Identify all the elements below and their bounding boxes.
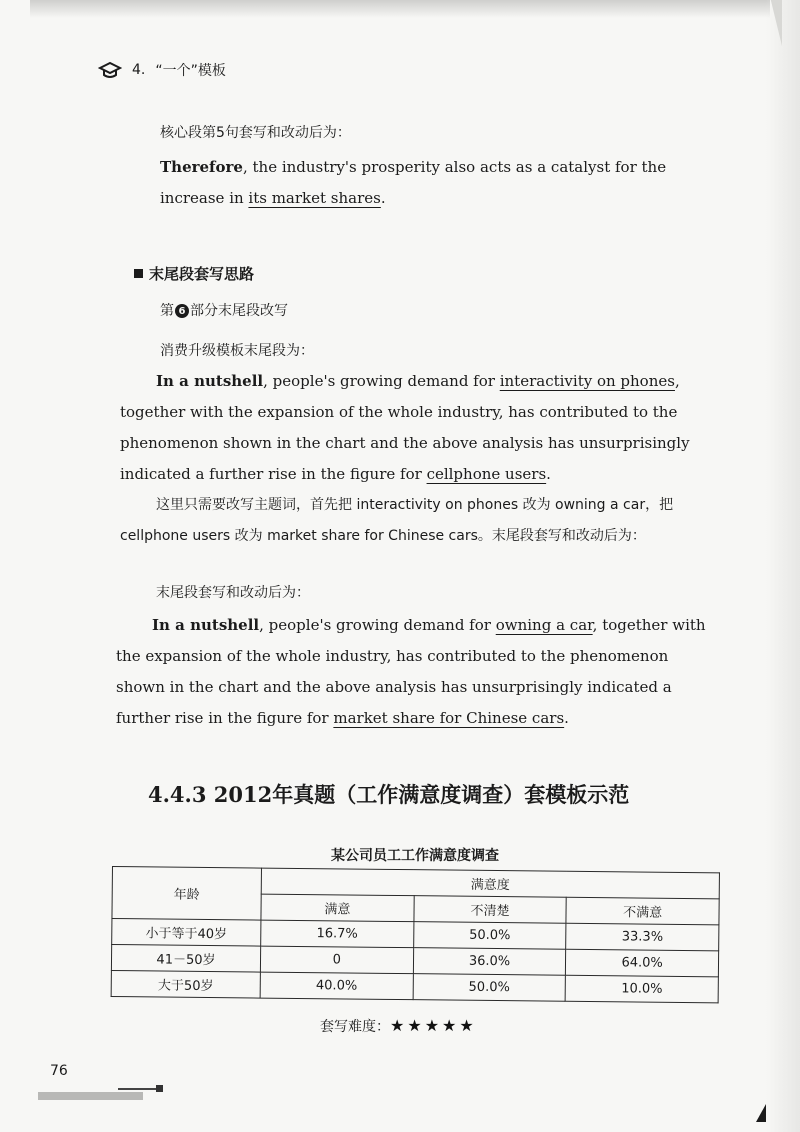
footer-bar	[38, 1092, 143, 1100]
core-paragraph-label: 核心段第5句套写和改动后为：	[160, 125, 351, 141]
part-label	[160, 296, 288, 327]
footer-dot	[156, 1085, 163, 1092]
rewritten-ending-label: 末尾段套写和改动后为：	[156, 585, 310, 601]
table-caption: 某公司员工工作满意度调查	[331, 848, 499, 864]
star-rating-icon: ★★★★★	[390, 1016, 477, 1035]
underlined-phrase: owning a car	[495, 616, 593, 634]
underlined-phrase: interactivity on phones	[499, 372, 675, 390]
section-heading: 4.4.3 2012年真题（工作满意度调查）套模板示范	[148, 782, 630, 807]
paragraph-text: , together with the expansion of the whole industry, has contributed to the phenomenon shown in the chart and the above analysis has unsurprisingly indicated a further rise in the figure for	[116, 616, 706, 727]
corner-mark	[756, 1104, 766, 1122]
part-number-badge: 6	[175, 304, 189, 318]
rewritten-ending-paragraph	[116, 610, 720, 734]
page-number: 76	[50, 1063, 68, 1079]
age-header: 年龄	[112, 867, 262, 921]
consumer-template-paragraph	[120, 366, 720, 490]
underlined-phrase: market share for Chinese cars	[333, 709, 565, 727]
graduation-cap-icon	[98, 60, 122, 80]
value-cell: 10.0%	[565, 975, 718, 1003]
underlined-phrase: cellphone users	[426, 465, 547, 483]
bullet-square-icon	[134, 269, 143, 278]
value-cell: 36.0%	[413, 948, 566, 976]
paragraph-text: , people's growing demand for	[259, 616, 496, 634]
page-right-edge	[766, 0, 800, 1132]
table-row	[111, 970, 718, 1002]
chapter-title: “一个”模板	[155, 63, 226, 79]
column-header: 不清楚	[414, 896, 567, 924]
chapter-header	[98, 60, 226, 80]
opening-phrase: In a nutshell	[156, 372, 264, 390]
column-header: 不满意	[566, 897, 719, 925]
sentence-text: , the industry's prosperity also acts as a catalyst for the increase in	[160, 158, 667, 207]
difficulty-label: 套写难度：	[320, 1019, 390, 1035]
age-cell: 41－50岁	[111, 945, 260, 973]
ending-section-title	[134, 263, 254, 284]
value-cell: 0	[260, 946, 413, 974]
age-cell: 大于50岁	[111, 970, 260, 998]
part-suffix: 部分末尾段改写	[190, 303, 288, 319]
paragraph-end: .	[564, 709, 569, 727]
value-cell: 50.0%	[413, 974, 566, 1002]
age-cell: 小于等于40岁	[112, 919, 261, 947]
value-cell: 40.0%	[260, 972, 413, 1000]
column-header: 满意	[261, 894, 414, 922]
core-sentence-paragraph	[160, 152, 720, 214]
paragraph-end: .	[546, 465, 551, 483]
ending-section-title-text: 末尾段套写思路	[149, 265, 255, 283]
satisfaction-group-header: 满意度	[261, 868, 719, 899]
part-prefix: 第	[160, 303, 174, 319]
satisfaction-table	[111, 866, 720, 1003]
value-cell: 16.7%	[261, 920, 414, 948]
chapter-number: 4.	[132, 62, 146, 78]
opening-phrase: In a nutshell	[152, 616, 260, 634]
value-cell: 33.3%	[566, 923, 719, 951]
underlined-phrase: its market shares	[248, 189, 381, 207]
page-top-shadow	[30, 0, 770, 18]
transition-word: Therefore	[160, 158, 243, 176]
paragraph-text: , people's growing demand for	[263, 372, 500, 390]
value-cell: 50.0%	[413, 922, 566, 950]
paragraph-text: , together with the expansion of the whole industry, has contributed to the phenomenon shown in the chart and the above analysis has unsurprisingly indicated a further rise in the figure for	[120, 372, 690, 483]
rewrite-instruction-paragraph: 这里只需要改写主题词，首先把 interactivity on phones 改为 owning a car，把 cellphone users 改为 market share for Chinese cars。末尾段套写和改动后为：	[120, 497, 674, 544]
difficulty-rating	[320, 1016, 477, 1036]
value-cell: 64.0%	[566, 949, 719, 977]
consumer-template-label: 消费升级模板末尾段为：	[160, 343, 314, 359]
table-header-row	[112, 867, 719, 899]
sentence-end: .	[380, 189, 386, 207]
